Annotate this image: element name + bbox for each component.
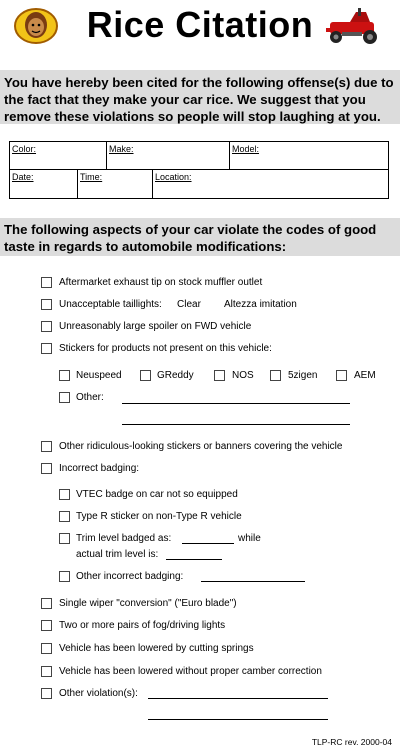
model-field[interactable]: Model: [230, 142, 388, 170]
ridiculous-stickers-label: Other ridiculous-looking stickers or banners covering the vehicle [59, 441, 343, 452]
lowered-camber-label: Vehicle has been lowered without proper camber correction [59, 666, 322, 677]
nos-label: NOS [232, 370, 254, 381]
date-field[interactable]: Date: [10, 170, 78, 198]
stickers-checkbox[interactable] [41, 343, 52, 354]
vtec-label: VTEC badge on car not so equipped [76, 489, 238, 500]
red-lawnmower-icon [322, 6, 388, 46]
typer-checkbox[interactable] [59, 511, 70, 522]
aspects-heading: The following aspects of your car violate the codes of good taste in regards to automobile modifications: [0, 218, 400, 256]
wiper-label: Single wiper "conversion" ("Euro blade") [59, 598, 237, 609]
header [0, 0, 400, 56]
page-title: Rice Citation [86, 4, 314, 45]
ridiculous-stickers-checkbox[interactable] [41, 441, 52, 452]
trim-label: Trim level badged as: [76, 533, 172, 544]
taillights-option-altezza: Altezza imitation [224, 299, 297, 310]
other-badging-checkbox[interactable] [59, 571, 70, 582]
greddy-label: GReddy [157, 370, 194, 381]
other-violation-line-1[interactable] [148, 698, 328, 699]
5zigen-checkbox[interactable] [270, 370, 281, 381]
trim-while-label: while [238, 533, 261, 544]
taillights-label: Unacceptable taillights: [59, 299, 162, 310]
fog-lights-checkbox[interactable] [41, 620, 52, 631]
time-field[interactable]: Time: [78, 170, 153, 198]
other-badging-label: Other incorrect badging: [76, 571, 184, 582]
trim-badged-line[interactable] [182, 543, 234, 544]
taillights-checkbox[interactable] [41, 299, 52, 310]
vehicle-info-grid [9, 141, 389, 199]
greddy-checkbox[interactable] [140, 370, 151, 381]
aem-label: AEM [354, 370, 376, 381]
neuspeed-label: Neuspeed [76, 370, 122, 381]
other-violation-line-2[interactable] [148, 719, 328, 720]
fog-lights-label: Two or more pairs of fog/driving lights [59, 620, 226, 631]
lowered-springs-label: Vehicle has been lowered by cutting springs [59, 643, 254, 654]
intro-text: You have hereby been cited for the following offense(s) due to the fact that they make your car rice. We suggest that you remove these violations so people will stop laughing at you. [0, 70, 400, 124]
other-violation-label: Other violation(s): [59, 688, 138, 699]
lowered-camber-checkbox[interactable] [41, 666, 52, 677]
spoiler-checkbox[interactable] [41, 321, 52, 332]
typer-label: Type R sticker on non-Type R vehicle [76, 511, 242, 522]
aem-checkbox[interactable] [336, 370, 347, 381]
other-sticker-line-1[interactable] [122, 403, 350, 404]
color-field[interactable]: Color: [10, 142, 107, 170]
trim-checkbox[interactable] [59, 533, 70, 544]
lowered-springs-checkbox[interactable] [41, 643, 52, 654]
other-badging-line[interactable] [201, 581, 305, 582]
other-violation-checkbox[interactable] [41, 688, 52, 699]
vtec-checkbox[interactable] [59, 489, 70, 500]
other-sticker-checkbox[interactable] [59, 392, 70, 403]
trim-actual-label: actual trim level is: [76, 549, 159, 560]
trim-actual-line[interactable] [166, 559, 222, 560]
taillights-option-clear: Clear [177, 299, 201, 310]
other-sticker-label: Other: [76, 392, 104, 403]
5zigen-label: 5zigen [288, 370, 318, 381]
other-sticker-line-2[interactable] [122, 424, 350, 425]
exhaust-label: Aftermarket exhaust tip on stock muffler outlet [59, 277, 263, 288]
spoiler-label: Unreasonably large spoiler on FWD vehicle [59, 321, 252, 332]
exhaust-checkbox[interactable] [41, 277, 52, 288]
wiper-checkbox[interactable] [41, 598, 52, 609]
form-revision: TLP-RC rev. 2000-04 [311, 737, 392, 747]
location-field[interactable]: Location: [155, 172, 192, 182]
neuspeed-checkbox[interactable] [59, 370, 70, 381]
make-field[interactable]: Make: [107, 142, 230, 170]
nos-checkbox[interactable] [214, 370, 225, 381]
badging-label: Incorrect badging: [59, 463, 140, 474]
stickers-label: Stickers for products not present on this vehicle: [59, 343, 272, 354]
badging-checkbox[interactable] [41, 463, 52, 474]
